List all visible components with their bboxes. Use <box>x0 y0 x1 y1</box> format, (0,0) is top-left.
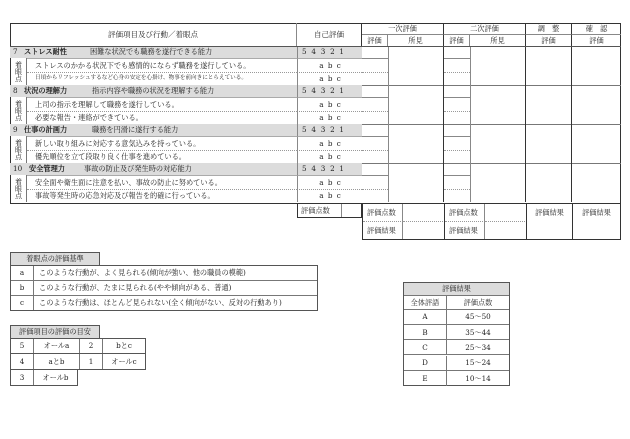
focus-point: 優先順位を立て段取り良く仕事を進めている。 <box>27 150 297 164</box>
confirm-header: 確 認 <box>572 23 621 35</box>
first-eval-sub-opinion: 所見 <box>388 35 444 46</box>
self-eval-abc[interactable]: a b c <box>297 97 362 111</box>
guide-score: 1 <box>80 354 103 369</box>
guide-title: 評価項目の評価の目安 <box>10 325 100 338</box>
first-eval-opinion[interactable] <box>388 124 444 163</box>
second-score-label: 評価点数 <box>445 204 485 222</box>
focus-point: 新しい取り組みに対応する意気込みを持っている。 <box>27 136 297 150</box>
adjust-eval-cell[interactable] <box>526 124 572 163</box>
first-eval-score-cell[interactable] <box>362 85 388 97</box>
second-eval-opinion[interactable] <box>470 46 526 85</box>
result-grade: E <box>404 371 447 386</box>
self-score-value[interactable] <box>342 204 361 217</box>
guide-row <box>10 354 146 370</box>
focus-point: ストレスのかかる状況下でも感情的にならず職務を遂行している。 <box>27 58 297 72</box>
item-name: 状況の理解力 <box>24 86 68 96</box>
criteria-table <box>10 265 318 311</box>
adjust-result-label: 評価結果 <box>535 208 564 218</box>
first-eval-summary <box>362 204 444 240</box>
result-row <box>404 356 509 371</box>
second-score-value[interactable] <box>485 204 527 222</box>
result-grade: C <box>404 340 447 354</box>
second-result-value[interactable] <box>485 222 527 239</box>
self-eval-abc[interactable]: a b c <box>297 175 362 189</box>
first-eval-cell[interactable] <box>362 189 388 203</box>
adjust-eval-cell[interactable] <box>526 46 572 85</box>
second-eval-opinion[interactable] <box>470 124 526 163</box>
item-description: 指示内容や職務の状況を理解する能力 <box>92 86 215 96</box>
adjust-header: 調 整 <box>526 23 572 35</box>
self-eval-abc[interactable]: a b c <box>297 72 362 86</box>
first-eval-cell[interactable] <box>362 150 388 164</box>
criteria-key: c <box>11 296 34 310</box>
item-description: 事故の防止及び発生時の対応能力 <box>84 164 192 174</box>
first-result-label: 評価結果 <box>363 222 403 239</box>
item-name: ストレス耐性 <box>24 47 67 57</box>
result-col-grade: 全体評語 <box>404 296 447 309</box>
focus-label: 着眼点 <box>10 58 27 85</box>
adjust-eval-cell[interactable] <box>526 163 572 202</box>
second-eval-cell[interactable] <box>444 58 470 72</box>
result-range: 10〜14 <box>465 373 491 383</box>
first-eval-sub-eval: 評価 <box>362 35 388 46</box>
guide-score: 5 <box>11 339 34 353</box>
criteria-row <box>11 281 317 296</box>
second-eval-sub-eval: 評価 <box>444 35 470 46</box>
self-eval-scale[interactable]: 5 4 3 2 1 <box>297 124 362 136</box>
first-eval-opinion[interactable] <box>388 163 444 202</box>
guide-row <box>10 370 78 386</box>
second-eval-cell[interactable] <box>444 111 470 125</box>
guide-desc: オールb <box>42 372 69 382</box>
self-eval-header: 自己評価 <box>297 23 362 46</box>
first-eval-opinion[interactable] <box>388 46 444 85</box>
guide-score: 3 <box>11 370 34 385</box>
self-score-label: 評価点数 <box>298 204 342 217</box>
result-col-score: 評価点数 <box>463 297 493 307</box>
first-eval-cell[interactable] <box>362 136 388 150</box>
result-row <box>404 310 509 325</box>
item-name: 安全管理力 <box>29 164 65 174</box>
guide-score: 2 <box>80 339 103 353</box>
items-header: 評価項目及び行動／着眼点 <box>10 23 297 46</box>
result-grade: B <box>404 325 447 339</box>
guide-row <box>10 338 146 354</box>
second-eval-summary <box>444 204 526 240</box>
confirm-result-label: 評価結果 <box>582 208 611 218</box>
self-score-box <box>297 204 362 218</box>
header-separator <box>10 46 621 47</box>
second-eval-cell[interactable] <box>444 150 470 164</box>
guide-table <box>10 338 146 386</box>
guide-desc: オールc <box>111 356 137 366</box>
confirm-summary <box>572 204 621 240</box>
item-description: 困難な状況でも職務を遂行できる能力 <box>90 47 213 57</box>
focus-point: 必要な報告・連絡ができている。 <box>27 111 297 125</box>
guide-desc: オールa <box>34 339 80 353</box>
focus-point: 上司の指示を理解して職務を遂行している。 <box>27 97 297 111</box>
second-result-label: 評価結果 <box>445 222 485 239</box>
confirm-eval-cell[interactable] <box>572 85 621 124</box>
criteria-text: このような行動は、ほとんど見られない(全く傾向がない、反対の行動あり) <box>39 298 282 308</box>
criteria-text: このような行動が、たまに見られる(やや傾向がある、普通) <box>39 283 232 293</box>
first-eval-score-cell[interactable] <box>362 124 388 136</box>
item-description: 職務を円滑に遂行する能力 <box>92 125 179 135</box>
focus-point: 事故等発生時の応急対応及び報告を的確に行っている。 <box>27 189 297 203</box>
first-eval-header: 一次評価 <box>362 23 444 35</box>
item-name: 仕事の計画力 <box>24 125 68 135</box>
item-number: 8 <box>13 86 18 96</box>
first-eval-cell[interactable] <box>362 175 388 189</box>
first-score-value[interactable] <box>403 204 445 222</box>
adjust-sub-eval: 評価 <box>526 35 572 46</box>
first-result-value[interactable] <box>403 222 445 239</box>
first-eval-cell[interactable] <box>362 111 388 125</box>
first-eval-cell[interactable] <box>362 97 388 111</box>
adjust-summary <box>526 204 572 240</box>
result-range: 45〜50 <box>465 312 491 322</box>
self-eval-scale[interactable]: 5 4 3 2 1 <box>297 46 362 58</box>
guide-desc: bとc <box>116 341 132 351</box>
result-range: 15〜24 <box>465 357 491 367</box>
confirm-eval-cell[interactable] <box>572 163 621 202</box>
result-grade: A <box>404 310 447 324</box>
focus-point: 安全面や衛生面に注意を払い、事故の防止に努めている。 <box>27 175 297 189</box>
item-number: 7 <box>13 47 18 57</box>
confirm-eval-cell[interactable] <box>572 124 621 163</box>
criteria-key: b <box>11 281 34 295</box>
self-eval-abc[interactable]: a b c <box>297 136 362 150</box>
second-eval-cell[interactable] <box>444 136 470 150</box>
criteria-key: a <box>11 266 34 280</box>
first-eval-cell[interactable] <box>362 72 388 86</box>
adjust-eval-cell[interactable] <box>526 85 572 124</box>
criteria-row <box>11 266 317 281</box>
guide-desc: aとb <box>34 354 80 369</box>
second-eval-cell[interactable] <box>444 189 470 203</box>
result-row <box>404 340 509 355</box>
criteria-row <box>11 296 317 310</box>
second-eval-header: 二次評価 <box>444 23 526 35</box>
criteria-text: このような行動が、よく見られる(傾向が強い、他の職員の模範) <box>39 268 246 278</box>
item-number: 10 <box>13 164 23 174</box>
self-eval-abc[interactable]: a b c <box>297 189 362 203</box>
second-eval-opinion[interactable] <box>470 163 526 202</box>
focus-label: 着眼点 <box>10 97 27 124</box>
first-eval-cell[interactable] <box>362 58 388 72</box>
self-eval-scale[interactable]: 5 4 3 2 1 <box>297 163 362 175</box>
first-eval-score-cell[interactable] <box>362 163 388 175</box>
result-title: 評価結果 <box>404 283 509 296</box>
second-eval-sub-opinion: 所見 <box>470 35 526 46</box>
first-score-label: 評価点数 <box>363 204 403 222</box>
self-eval-abc[interactable]: a b c <box>297 111 362 125</box>
guide-score: 4 <box>11 354 34 369</box>
focus-label: 着眼点 <box>10 175 27 202</box>
result-range: 35〜44 <box>465 327 491 337</box>
result-range: 25〜34 <box>465 342 491 352</box>
result-row <box>404 371 509 386</box>
result-row <box>404 325 509 340</box>
criteria-title: 着眼点の評価基準 <box>10 252 100 265</box>
result-table <box>403 282 510 386</box>
self-eval-scale[interactable]: 5 4 3 2 1 <box>297 85 362 97</box>
first-eval-score-cell[interactable] <box>362 46 388 58</box>
confirm-sub-eval: 評価 <box>589 35 604 45</box>
second-eval-opinion[interactable] <box>470 85 526 124</box>
result-header-row <box>404 296 509 310</box>
confirm-eval-cell[interactable] <box>572 46 621 85</box>
self-eval-abc[interactable]: a b c <box>297 150 362 164</box>
item-number: 9 <box>13 125 18 135</box>
second-eval-cell[interactable] <box>444 97 470 111</box>
result-grade: D <box>404 356 447 370</box>
self-eval-abc[interactable]: a b c <box>297 58 362 72</box>
second-eval-cell[interactable] <box>444 175 470 189</box>
first-eval-opinion[interactable] <box>388 85 444 124</box>
second-eval-cell[interactable] <box>444 72 470 86</box>
focus-label: 着眼点 <box>10 136 27 163</box>
focus-point: 日頃からリフレッシュするなど心身の安定を心掛け、物事を前向きにとらえている。 <box>27 72 297 86</box>
